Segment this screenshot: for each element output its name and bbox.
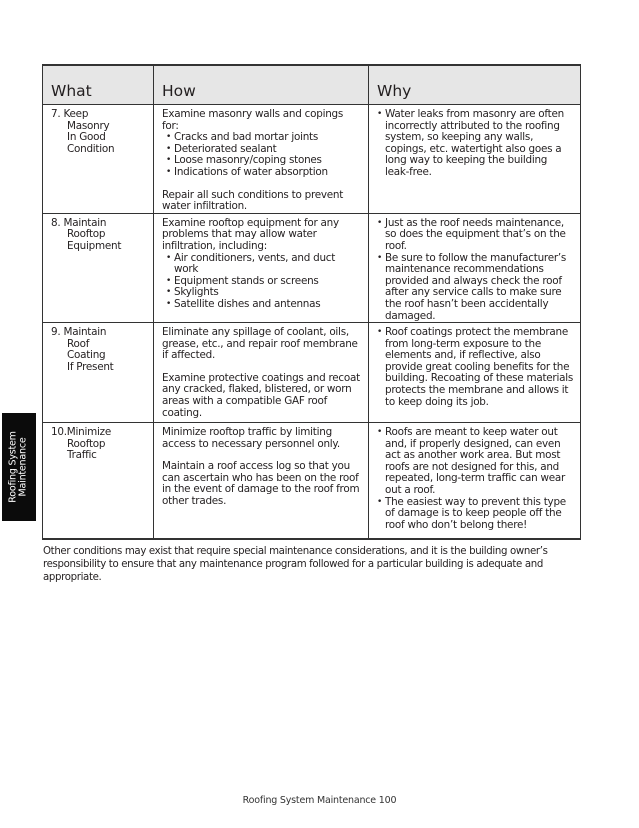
how-intro: Examine rooftop equipment for any problems that may allow water infiltration, including: [162, 216, 339, 252]
what-line: Coating [67, 349, 106, 362]
how-bullet-list [162, 132, 362, 178]
why-bullet: • Just as the roof needs maintenance, so does the equipment that’s on the roof. [377, 218, 574, 253]
how-bullet-list [162, 253, 362, 311]
header-what: What [43, 65, 154, 105]
maintenance-table [42, 64, 581, 540]
item-number: 9. [51, 326, 61, 339]
table-row [43, 323, 581, 423]
header-how: How [154, 65, 369, 105]
how-cell [154, 423, 369, 540]
what-cell [43, 213, 154, 322]
how-paragraph: Examine protective coatings and recoat any cracked, flaked, blistered, or worn areas with a compatible GAF roof coating. [162, 371, 360, 419]
side-tab-line-1: Roofing System [8, 431, 20, 503]
side-tab-label [9, 431, 29, 502]
header-why: Why [369, 65, 581, 105]
how-bullet: • Cracks and bad mortar joints [166, 132, 362, 144]
page-footer: Roofing System Maintenance 100 [242, 795, 397, 806]
what-line: Equipment [67, 239, 122, 252]
what-line: Masonry [67, 119, 110, 132]
why-cell [369, 323, 581, 423]
what-cell [43, 323, 154, 423]
how-cell [154, 323, 369, 423]
why-cell [369, 423, 581, 540]
table-row [43, 213, 581, 322]
what-line: Rooftop [67, 437, 106, 450]
section-side-tab [2, 413, 36, 521]
table-header-row [43, 65, 581, 105]
how-cell [154, 213, 369, 322]
why-bullet-list [377, 109, 574, 179]
how-bullet: • Indications of water absorption [166, 167, 362, 179]
table-row [43, 105, 581, 214]
how-bullet: • Satellite dishes and antennas [166, 299, 362, 311]
how-bullet: • Loose masonry/coping stones [166, 155, 362, 167]
what-line: If Present [67, 360, 114, 373]
what-cell [43, 105, 154, 214]
why-bullet-list [377, 327, 574, 408]
item-number: 7. [51, 108, 61, 120]
why-bullet: • Roofs are meant to keep water out and, if properly designed, can even act as another work area. But most roofs are not designed for this, and repeated, long-term traffic can wear out a roof. [377, 427, 574, 497]
how-paragraph: Minimize rooftop traffic by limiting access to necessary personnel only. [162, 426, 340, 450]
how-bullet: • Skylights [166, 287, 362, 299]
what-line: Maintain [63, 326, 107, 339]
how-cell [154, 105, 369, 214]
what-line: Keep [63, 108, 89, 120]
how-outro: Repair all such conditions to prevent water infiltration. [162, 188, 344, 213]
why-bullet: • The easiest way to prevent this type of damage is to keep people off the roof who don’t belong there! [377, 497, 574, 532]
what-cell [43, 423, 154, 540]
why-bullet-list [377, 427, 574, 531]
item-number: 8. [51, 216, 61, 229]
what-line: In Good [67, 131, 106, 144]
what-line: Condition [67, 142, 115, 155]
what-line: Minimize [66, 426, 111, 439]
how-bullet: • Deteriorated sealant [166, 144, 362, 156]
side-tab-line-2: Maintenance [18, 437, 30, 497]
why-cell [369, 105, 581, 214]
item-number: 10. [51, 426, 67, 439]
how-paragraph: Eliminate any spillage of coolant, oils, grease, etc., and repair roof membrane if affected. [162, 326, 358, 362]
why-bullet: • Roof coatings protect the membrane from long-term exposure to the elements and, if reflective, also provide great cooling benefits for the building. Recoating of these materials protects the membrane and allows it to keep doing its job. [377, 327, 574, 408]
how-bullet: • Air conditioners, vents, and duct work [166, 253, 362, 276]
why-bullet-list [377, 218, 574, 322]
why-cell [369, 213, 581, 322]
what-line: Rooftop [67, 228, 106, 241]
how-paragraph: Maintain a roof access log so that you can ascertain who has been on the roof in the event of damage to the roof from other trades. [162, 460, 360, 508]
what-line: Traffic [67, 449, 97, 462]
how-bullet: • Equipment stands or screens [166, 276, 362, 288]
table-row [43, 423, 581, 540]
why-bullet: • Be sure to follow the manufacturer’s maintenance recommendations provided and always check the roof after any service calls to make sure the roof hasn’t been accidentally damaged. [377, 253, 574, 323]
footnote: Other conditions may exist that require special maintenance considerations, and it is the building owner’s responsibility to ensure that any maintenance program followed for a particular building is adequate and appropriate. [43, 546, 548, 583]
how-intro: Examine masonry walls and copings for: [162, 108, 344, 132]
why-bullet: • Water leaks from masonry are often incorrectly attributed to the roofing system, so keeping any walls, copings, etc. watertight also goes a long way to keeping the building leak-free. [377, 109, 574, 179]
what-line: Roof [67, 337, 90, 350]
what-line: Maintain [63, 216, 107, 229]
